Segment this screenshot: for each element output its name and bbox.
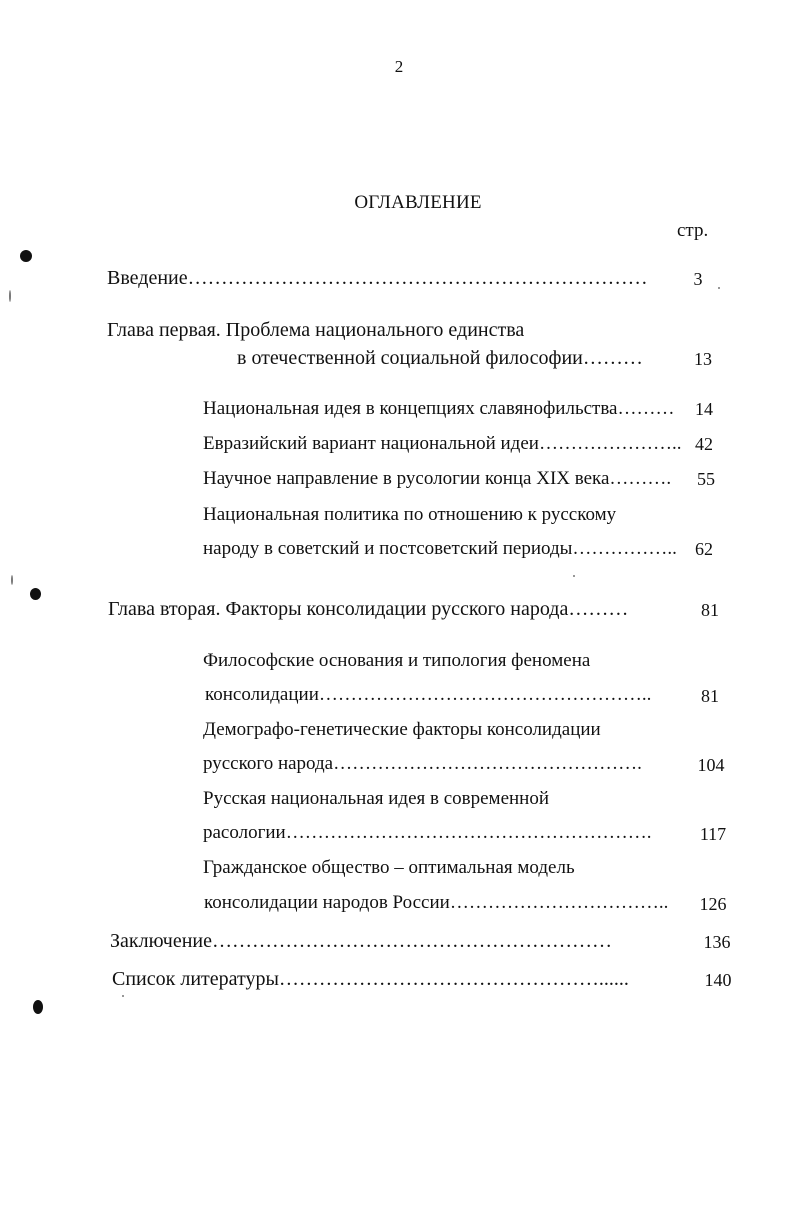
toc-page-number: 62 xyxy=(695,539,713,559)
toc-entry-label: Список литературы xyxy=(112,968,279,990)
toc-section[interactable] xyxy=(203,537,677,561)
toc-entry-label: русского народа xyxy=(203,753,334,774)
toc-chapter-1-line2[interactable] xyxy=(237,346,643,370)
toc-section[interactable] xyxy=(205,683,651,707)
toc-entry-conclusion[interactable] xyxy=(110,929,612,953)
toc-entry-label: консолидации xyxy=(205,684,319,705)
toc-entry-label: в отечественной социальной философии xyxy=(237,347,583,369)
toc-entry-label: Евразийский вариант национальной идеи xyxy=(203,433,539,454)
page-number: 2 xyxy=(394,57,404,76)
toc-leader-dots: …………….. xyxy=(572,538,677,559)
toc-entry-label: расологии xyxy=(203,822,286,843)
toc-page-number: 42 xyxy=(695,434,713,454)
toc-page-number: 104 xyxy=(697,755,725,775)
toc-leader-dots: …………………………………………………. xyxy=(285,822,652,843)
toc-page-number: 55 xyxy=(697,469,715,489)
toc-leader-dots: ……… xyxy=(582,347,643,369)
toc-section[interactable] xyxy=(203,752,642,776)
toc-entry-label: Национальная идея в концепциях славянофильства xyxy=(203,398,618,419)
scan-speck xyxy=(9,290,11,302)
toc-page-number: 14 xyxy=(695,399,713,419)
toc-page-number: 3 xyxy=(693,269,703,289)
toc-section-line1[interactable]: Гражданское общество – оптимальная модель xyxy=(203,857,575,878)
scan-speck xyxy=(122,995,124,997)
page-column-label: стр. xyxy=(677,220,709,241)
toc-leader-dots: …………………………………………………………… xyxy=(187,267,648,289)
toc-section-line1[interactable]: Демографо-генетические факторы консолидации xyxy=(203,719,601,740)
toc-entry-label: Введение xyxy=(107,267,188,289)
toc-leader-dots: …………………………………………….. xyxy=(318,684,652,705)
toc-entry-label: Заключение xyxy=(110,930,212,952)
toc-entry-label: народу в советский и постсоветский периоды xyxy=(203,538,573,559)
toc-section[interactable] xyxy=(204,891,668,915)
toc-entry-intro[interactable] xyxy=(107,266,648,290)
toc-chapter-2[interactable] xyxy=(108,597,628,621)
toc-leader-dots: ……… xyxy=(568,598,629,620)
toc-page-number: 140 xyxy=(704,970,732,990)
toc-entry-references[interactable] xyxy=(112,967,629,991)
punch-hole-mark xyxy=(30,588,41,600)
toc-section-line1[interactable]: Русская национальная идея в современной xyxy=(203,788,550,809)
toc-entry-label: Глава вторая. Факторы консолидации русского народа xyxy=(108,598,569,620)
toc-page-number: 117 xyxy=(699,824,727,844)
toc-section[interactable] xyxy=(203,821,651,845)
toc-leader-dots: …………………………………………………… xyxy=(212,930,612,952)
toc-leader-dots: ………. xyxy=(609,468,672,489)
toc-section[interactable] xyxy=(203,432,681,456)
toc-page-number: 13 xyxy=(694,349,712,369)
toc-leader-dots: ……… xyxy=(617,398,675,419)
toc-entry-label: консолидации народов России xyxy=(204,892,450,913)
page-title: ОГЛАВЛЕНИЕ xyxy=(354,192,482,213)
toc-entry-label: Научное направление в русологии конца XIX века xyxy=(203,468,610,489)
punch-hole-mark xyxy=(33,1000,43,1014)
punch-hole-mark xyxy=(20,250,32,262)
scan-speck xyxy=(718,287,720,289)
toc-section[interactable] xyxy=(203,467,671,491)
toc-leader-dots: ………………….. xyxy=(538,433,682,454)
toc-leader-dots: …………………………….. xyxy=(449,892,669,913)
toc-page-number: 136 xyxy=(703,932,731,952)
toc-page-number: 81 xyxy=(701,600,719,620)
toc-section-line1[interactable]: Философские основания и типология феномена xyxy=(203,650,591,671)
toc-leader-dots: …………………………………………...... xyxy=(278,968,629,990)
toc-section-line1[interactable]: Национальная политика по отношению к русскому xyxy=(203,504,617,525)
toc-section[interactable] xyxy=(203,397,675,421)
toc-page-number: 81 xyxy=(701,686,719,706)
toc-chapter-1-line1[interactable]: Глава первая. Проблема национального единства xyxy=(107,319,525,341)
scan-speck xyxy=(11,575,13,585)
scan-speck xyxy=(573,575,575,577)
toc-page-number: 126 xyxy=(699,894,727,914)
toc-leader-dots: …………………………………………. xyxy=(333,753,642,774)
